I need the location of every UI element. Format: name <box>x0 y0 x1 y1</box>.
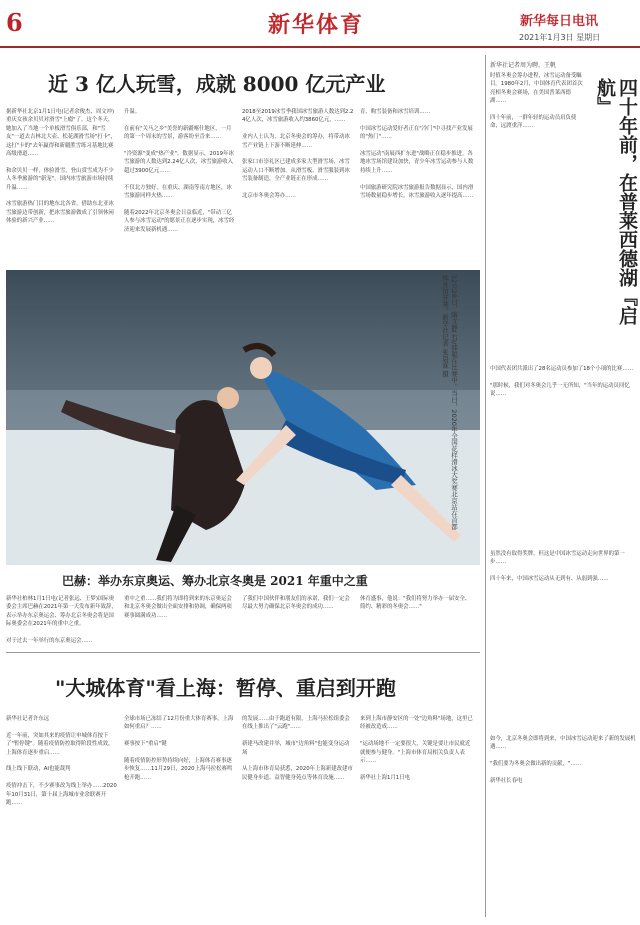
story1-column-4: 育，购雪装备和冰雪培训…… 中国冰雪运动爱好者正在"冷门"中寻找产业发展的"热门"…… 冰雪运动"南展西扩东进"战略正在稳步推进。各地冰雪场馆建设加快，青少年冰雪运动参与人数持续上升…… 中国旅游研究院冰雪旅游报告数据显示，国内滑雪场数量稳步增长，冰雪旅游收入逐年提高…… <box>360 109 474 200</box>
story2-headline: 巴赫：举办东京奥运、筹办北京冬奥是 2021 年重中之重 <box>62 574 368 588</box>
story1-headline: 近 3 亿人玩雪，成就 8000 亿元产业 <box>48 72 386 96</box>
story1-column-3: 2018至2019冰雪季我国冰雪旅游人数达到2.24亿人次，冰雪旅游收入约3860亿元，…… 业内人士认为，北京冬奥会的筹办，将带动冰雪产业链上下游不断延伸…… 张家口市崇礼区已建成多家大型滑雪场，冰雪运动人口不断增加。从滑雪板、滑雪服装到冰雪装备制造，全产业链正在形成…… 北京市冬奥会筹办…… <box>242 109 354 200</box>
story3-column-2: 全球市场已冻结了12月份重大体育赛事，上海如何重启？…… 赛事按下"重启"键 随着疫情防控形势持续向好，上海体育赛事逐步恢复……11月29日，2020上海马拉松赛鸣枪开跑…… <box>124 716 234 781</box>
story1-column-1: 据新华社北京1月1日电(记者余俊杰、周文冲)重庆女孩余贝贝对滑雪"上瘾"了。这个冬天，她加入了当地一个单板滑雪俱乐部，和"雪友"一道去吉林北大壶、松花湖滑雪场"打卡"，这打"卡的"去年赢得和新疆胜雪练习基地比赛高级滑道…… 和余贝贝一样，体验滑雪，登山赏雪成为不少人冬季旅游的"新宠"。国内冰雪旅游市场持续升温…… 冰雪旅游热门目的地东北各省，借助东北亚冰雪旅游边带创新，把冰雪旅游做成了引领休闲体验的新兴产业…… <box>6 109 116 225</box>
story3-column-3: 的发展……由于跑道有限，上海马拉松组委会在线上推出了"云跑"…… 新建马改建并举，城市"边角料"也能变身运动场 从上海市体育局获悉，2020年上海新建改建市民健身步道、益智健身苑点等体育设施…… <box>242 716 353 781</box>
right-story-credit: 新华社记者周为聘、王帆 <box>490 62 557 69</box>
right-column-a: 时值冬奥会筹办进程，冰雪运动备受瞩目。1980年2月，中国体育代表团首次亮相冬奥会赛场，在美国普莱西德湖…… 四十年前，一群年轻的运动员肩负使命，远渡重洋…… <box>490 73 583 130</box>
story1-column-2: 升温。 在前有"关马之乡"美誉的新疆喀什地区，一月的第一个周末的雪景，游客纷至沓来…… "冷资源"变成"热产业"。数据显示，2019年冰雪旅游的人数达到2.24亿人次，冰雪旅游收入超过3900亿元…… 不仅北方独好，在重庆、湖南等南方地区，冰雪旅游同样火热…… 随着2022年北京冬奥会日益临近，"带动三亿人参与冰雪运动"的愿景正在逐步实现，冰雪经济迎来发展新机遇…… <box>124 109 235 233</box>
section-divider <box>6 652 480 653</box>
story2-column-4: 体育盛事，他说："我们将努力举办一届安全、简约、精彩的冬奥会……" <box>360 596 471 611</box>
skating-pair-image <box>6 270 480 565</box>
story2-column-2: 重中之重……我们将为即将到来的东京奥运会和北京冬奥会做出全面安排和协调，确保两项赛事圆满成功…… <box>124 596 232 619</box>
right-story-headline: 四十年前，在普莱西德湖『启航』 <box>594 78 638 325</box>
column-separator <box>485 55 486 917</box>
section-masthead: 新华体育 <box>268 12 365 38</box>
story2-column-3: 了我们中国伙伴和朋友们的承诺，我们一定会尽最大努力确保北京冬奥会的成功…… <box>242 596 350 611</box>
figure-skating-photo <box>6 270 480 565</box>
right-column-d: 如今，北京冬奥会即将到来，中国冰雪运动迎来了新的发展机遇…… "我们要为冬奥会做出新的贡献，"…… 新华社长春电 <box>490 736 636 785</box>
right-column-c: 虽然没有取得奖牌，但这是中国冰雪运动走向世界的第一步…… 四十年来，中国冰雪运动从无到有、从弱到强…… <box>490 551 625 583</box>
header-rule <box>0 46 640 48</box>
page-number: 6 <box>6 8 23 37</box>
photo-caption: 12月28日，隋文静(右)/韩聪在比赛中。当日，2020年全国花样滑冰大奖赛北京站在首都体育馆开赛。新华社记者 张晨霖 摄 <box>441 275 458 530</box>
story2-column-1: 新华社柏林1月1日电(记者张远、王梦)国际奥委会主席巴赫在2021年第一天发布新年致辞，表示举办东京奥运会、筹办北京冬奥会将是国际奥委会在2021年的重中之重。 对于过去一年举行的东京奥运会…… <box>6 596 117 645</box>
story3-column-4: 来到上海市静安区的一处"边角料"场地，这里已经被改造成…… "运动场地不一定要很大，关键是要让市民就近就便参与健身。"上海市体育局相关负责人表示…… 新华社上海1月1日电 <box>360 716 473 781</box>
newspaper-brand: 新华每日电讯 <box>520 14 599 29</box>
issue-date: 2021年1月3日 星期日 <box>519 33 601 42</box>
story3-headline: "大城体育"看上海：暂停、重启到开跑 <box>55 676 396 700</box>
story3-column-1: 新华社记者许东远 近一年前，突如其来的疫情让申城体育按下了"暂停键"。随着疫情防控取得阶段性成效，上海体育逐步重启…… 线上线下联动，AI也能裁判 疫情冲击下，不少赛事改为线上举办……2020年10月31日，第十届上海城市业余联赛开跑…… <box>6 716 117 807</box>
right-column-b: 中国代表团共派出了28名运动员参加了18个小项的比赛…… "那时候，我们对冬奥会几乎一无所知，"当年的运动员回忆说…… <box>490 366 634 398</box>
